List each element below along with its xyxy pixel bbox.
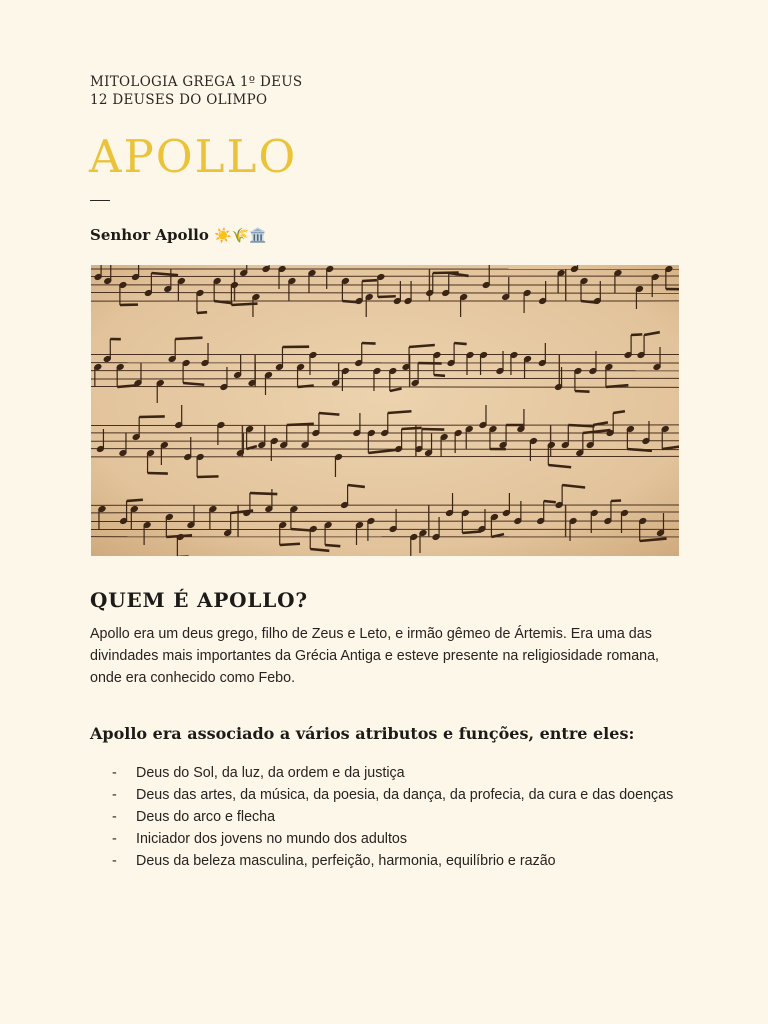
note-beam (613, 411, 625, 413)
note-beam (231, 304, 257, 305)
page-title: APOLLO (89, 130, 298, 183)
note-beam (462, 531, 481, 533)
note-beam (454, 343, 467, 344)
note-beam (362, 280, 377, 281)
attributes-list (112, 762, 673, 872)
note-beam (627, 449, 652, 451)
list-bullet: - (112, 787, 117, 803)
note-beam (298, 385, 314, 387)
staff-line (91, 276, 679, 277)
note-beam (378, 296, 396, 297)
list-bullet: - (112, 809, 117, 825)
note-beam (280, 544, 300, 545)
note-beam (402, 428, 422, 429)
note-beam (568, 425, 594, 426)
note-beam (197, 476, 218, 477)
list-bullet: - (112, 765, 117, 781)
note-beam (325, 545, 340, 546)
note-beam (544, 501, 556, 502)
note-beam (250, 493, 277, 494)
list-item-text: Deus do arco e flecha (136, 809, 276, 825)
note-beam (175, 338, 202, 339)
list-item (112, 806, 673, 828)
list-item (112, 850, 673, 872)
subtitle-text: Senhor Apollo (90, 226, 209, 244)
list-item-text: Deus do Sol, da luz, da ordem e da justiça (136, 765, 405, 781)
note-beam (310, 549, 329, 551)
list-bullet: - (112, 853, 117, 869)
note-beam (183, 383, 204, 385)
note-beam (139, 416, 165, 417)
note-beam (422, 429, 444, 430)
list-item (112, 784, 673, 806)
staff-line (91, 378, 679, 379)
subtitle (90, 224, 266, 247)
section-heading-who: QUEM É APOLLO? (90, 588, 308, 612)
note-beam (197, 312, 207, 313)
staff-line (91, 456, 679, 457)
list-item-text: Deus da beleza masculina, perfeição, harmonia, equilíbrio e razão (136, 853, 556, 869)
music-manuscript-image (91, 265, 679, 556)
note-beam (148, 473, 168, 474)
note-beam (581, 301, 595, 302)
note-beam (631, 334, 642, 335)
list-item (112, 828, 673, 850)
kicker-line-2: 12 DEUSES DO OLIMPO (90, 92, 268, 108)
note-beam (319, 413, 339, 415)
note-beam (117, 385, 136, 387)
sun-wheat-temple-icon: ☀️🌾🏛️ (214, 228, 267, 244)
note-beam (287, 424, 314, 425)
note-beam (434, 375, 445, 376)
intro-paragraph: Apollo era um deus grego, filho de Zeus e Leto, e irmão gêmeo de Ártemis. Era uma das divindades mais importantes da Grécia Antiga e esteve presente na religiosidade romana, onde era conhecido como Febo. (90, 626, 660, 686)
list-bullet: - (112, 831, 117, 847)
list-item-text: Iniciador dos jovens no mundo dos adultos (136, 831, 408, 847)
kicker-line-1: MITOLOGIA GREGA 1º DEUS (90, 74, 303, 90)
note-beam (388, 411, 412, 413)
note-beam (575, 391, 590, 392)
note-beam (606, 385, 628, 387)
title-divider (90, 200, 110, 201)
note-beam (127, 500, 143, 501)
section-heading-attributes: Apollo era associado a vários atributos e funções, entre eles: (90, 724, 635, 743)
list-item (112, 762, 673, 784)
category-kicker (90, 73, 302, 109)
note-beam (362, 343, 376, 344)
list-item-text: Deus das artes, da música, da poesia, da dança, da profecia, da cura e das doenças (136, 787, 674, 803)
